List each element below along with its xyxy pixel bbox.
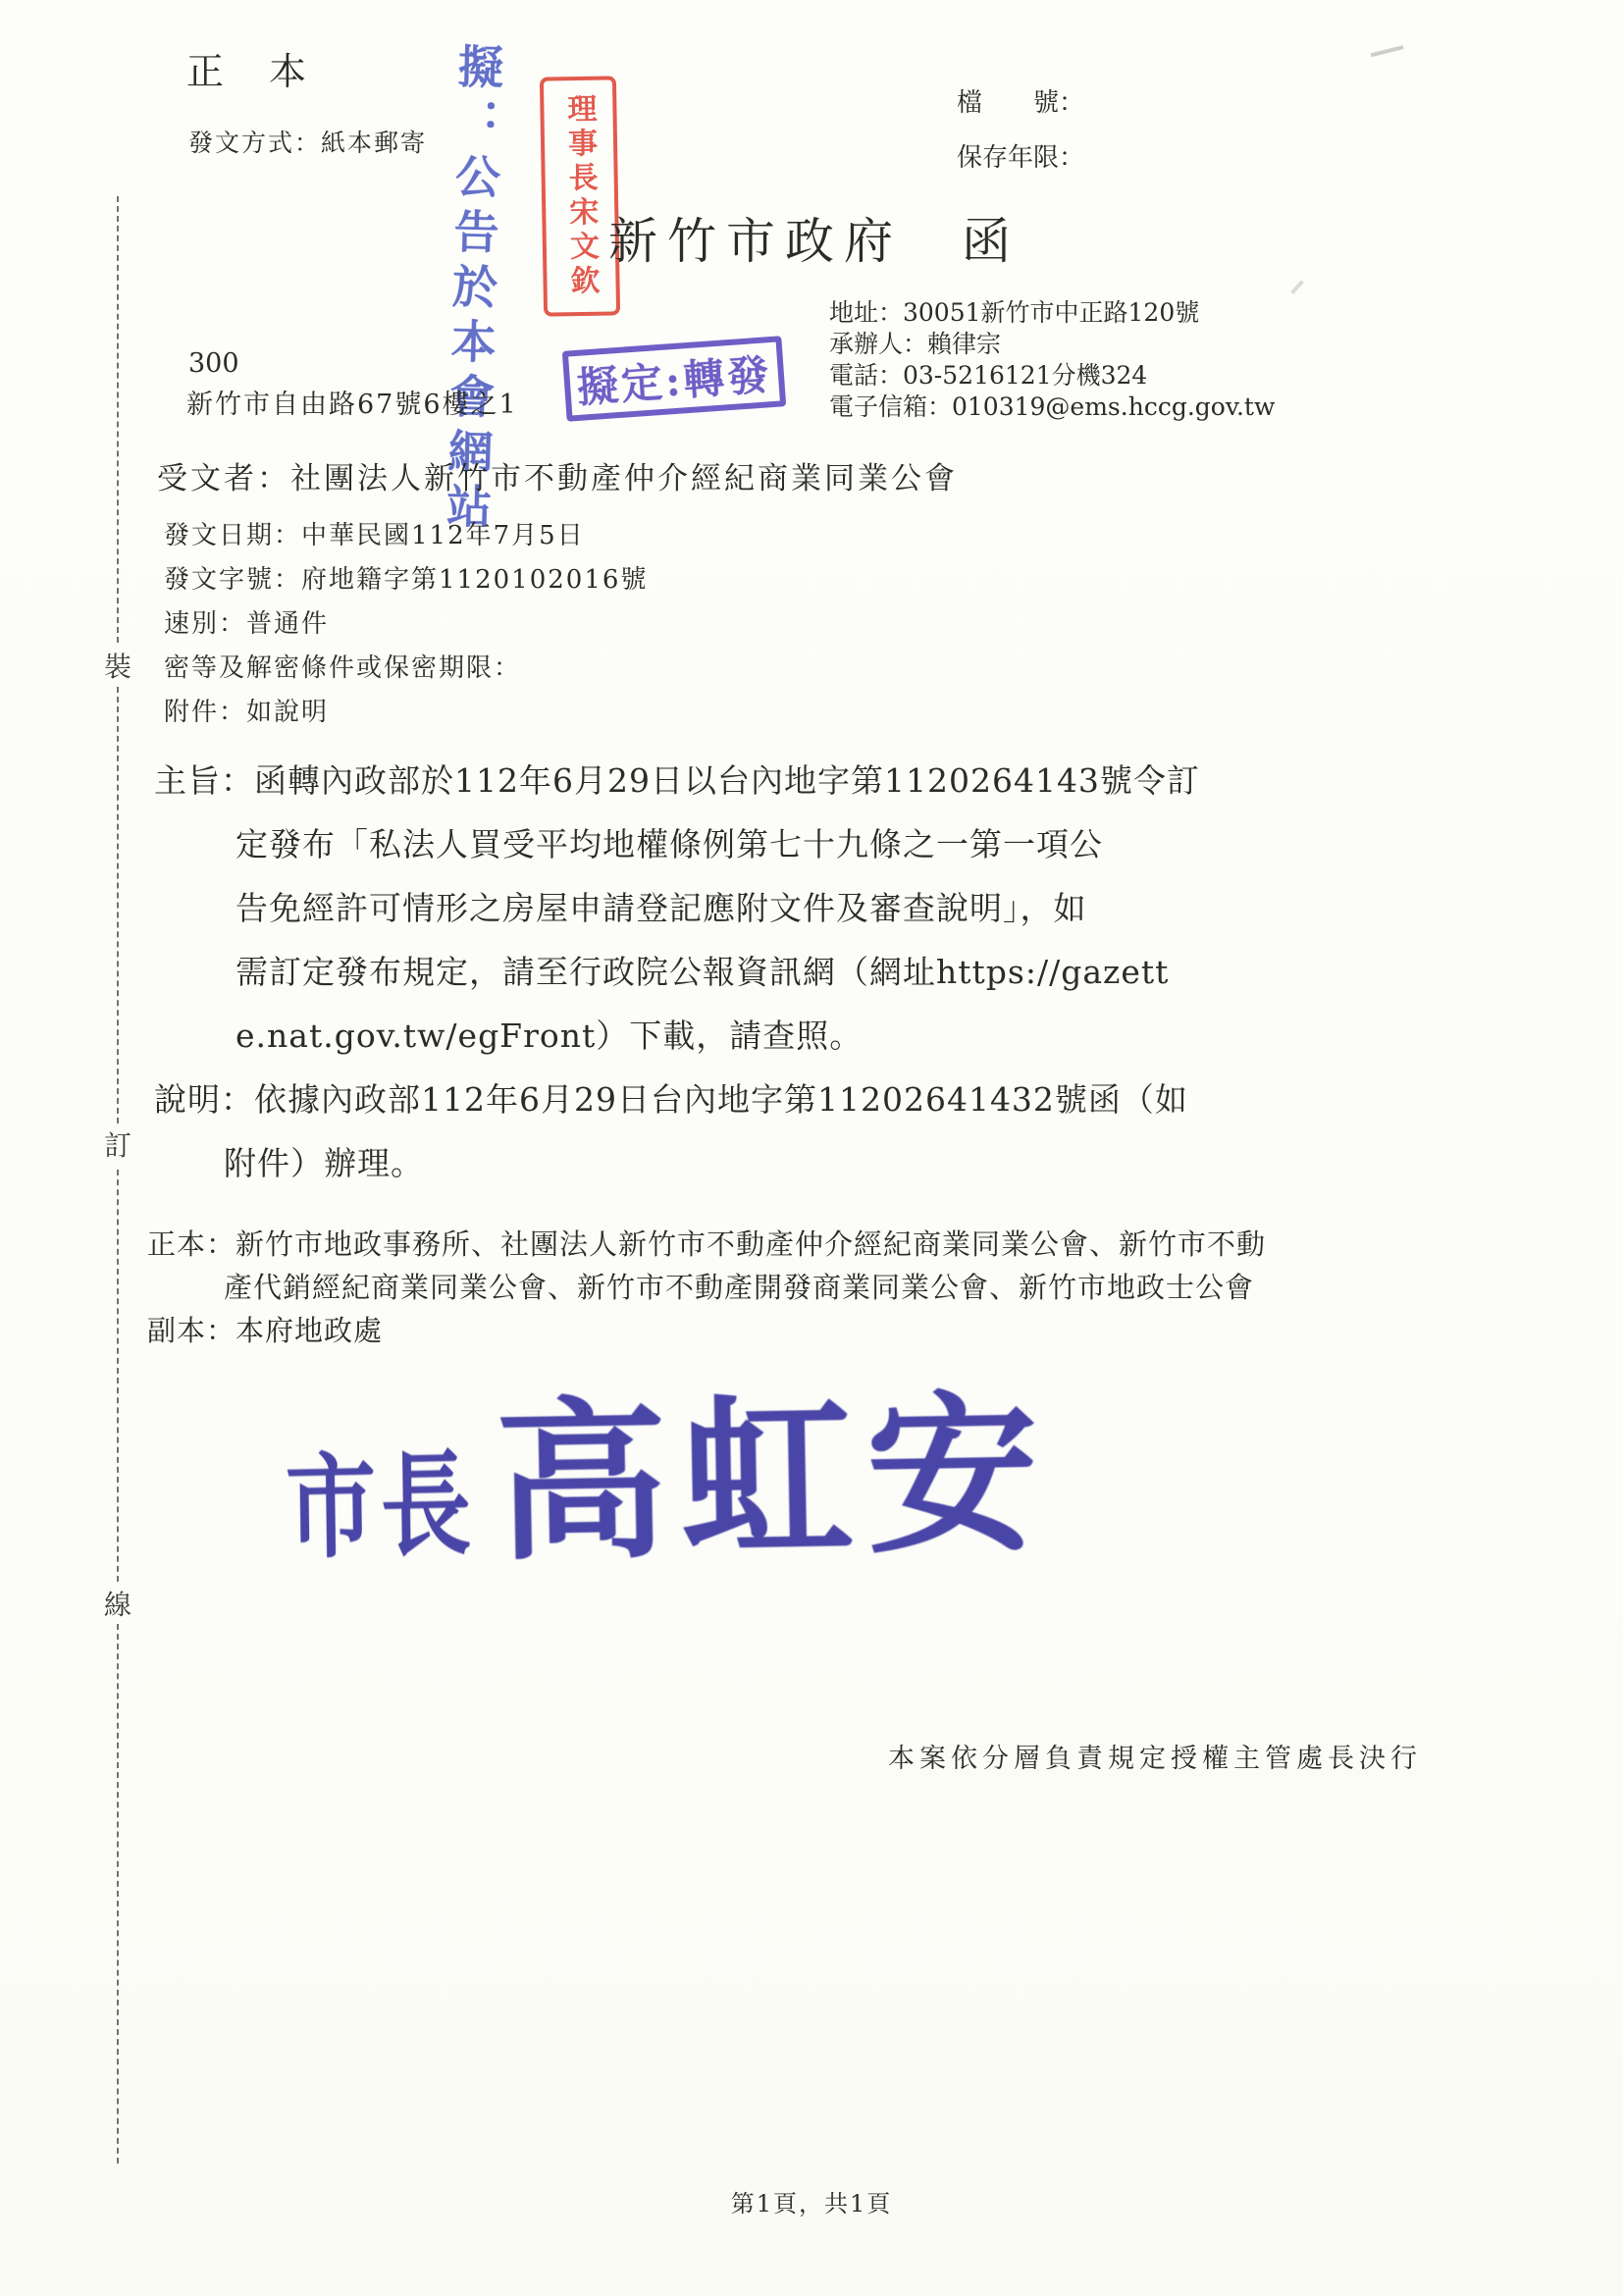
- scan-artifact: [1290, 280, 1316, 304]
- subject-line: 告免經許可情形之房屋申請登記應附文件及審查說明」，如: [236, 889, 1087, 927]
- original-recipients-line: 正本：新竹市地政事務所、社團法人新竹市不動產仲介經紀商業同業公會、新竹市不動: [147, 1227, 1267, 1261]
- subject-line: 需訂定發布規定，請至行政院公報資訊網（網址https://gazett: [236, 953, 1170, 991]
- signature-title: 市長: [285, 1437, 477, 1575]
- red-seal-stamp: [540, 76, 620, 316]
- recipient-street: 新竹市自由路67號6樓之1: [186, 390, 518, 420]
- binding-line-segment: [117, 1624, 119, 2164]
- agency-email: 電子信箱：010319@ems.hccg.gov.tw: [829, 392, 1276, 421]
- agency-officer: 承辦人：賴律宗: [829, 330, 1002, 358]
- description-line: 說明：依據內政部112年6月29日台內地字第11202641432號函（如: [154, 1080, 1188, 1119]
- security-class: 密等及解密條件或保密期限：: [164, 653, 522, 683]
- delivery-method-label: 發文方式：紙本郵寄: [188, 129, 428, 157]
- retention-period-label: 保存年限：: [957, 143, 1085, 173]
- description-line: 附件）辦理。: [224, 1144, 424, 1182]
- attachment-note: 附件：如說明: [164, 698, 330, 727]
- doc-date: 發文日期：中華民國112年7月5日: [164, 521, 585, 550]
- purple-approval-stamp: [562, 336, 786, 421]
- signature-name: 高虹安: [494, 1374, 1054, 1585]
- document-meta-block: [164, 514, 648, 735]
- original-recipients-line: 產代銷經紀商業同業公會、新竹市不動產開發商業同業公會、新竹市地政士公會: [224, 1271, 1255, 1304]
- document-title: 新竹市政府 函: [608, 213, 1021, 270]
- binding-line-segment: [117, 687, 119, 1123]
- agency-contact-block: [829, 297, 1275, 423]
- recipient-zip: 300: [188, 348, 239, 379]
- recipient-line: 受文者：社團法人新竹市不動產仲介經紀商業同業公會: [157, 461, 958, 496]
- cc-line: 副本：本府地政處: [147, 1314, 384, 1347]
- subject-line: 定發布「私法人買受平均地權條例第七十九條之一第一項公: [236, 825, 1103, 863]
- binding-mark-ding: 訂: [103, 1129, 131, 1162]
- binding-line-segment: [117, 196, 119, 643]
- purple-approval-text: 擬定:轉發: [575, 350, 773, 412]
- binding-mark-xian: 線: [103, 1589, 131, 1621]
- binding-line-segment: [117, 1170, 119, 1582]
- file-number-label: 檔 號：: [957, 88, 1085, 118]
- page-number: 第1頁，共1頁: [730, 2190, 893, 2218]
- subject-line: 主旨：函轉內政部於112年6月29日以台內地字第1120264143號令訂: [154, 761, 1200, 800]
- binding-mark-zhuang: 裝: [103, 651, 131, 683]
- copy-type-label: 正 本: [186, 50, 311, 93]
- doc-number: 發文字號：府地籍字第1120102016號: [164, 565, 649, 595]
- subject-line: e.nat.gov.tw/egFront）下載，請查照。: [236, 1017, 864, 1055]
- handwritten-blue-annotation: 擬：公告於本會網站: [439, 42, 505, 539]
- delegation-note: 本案依分層負責規定授權主管處長決行: [888, 1744, 1422, 1774]
- agency-address: 地址：30051新竹市中正路120號: [829, 298, 1200, 327]
- agency-phone: 電話：03-5216121分機324: [829, 361, 1148, 390]
- speed-class: 速別：普通件: [164, 609, 330, 639]
- red-seal-text: 理事長宋文欽: [561, 92, 600, 300]
- scan-artifact: [1371, 45, 1407, 69]
